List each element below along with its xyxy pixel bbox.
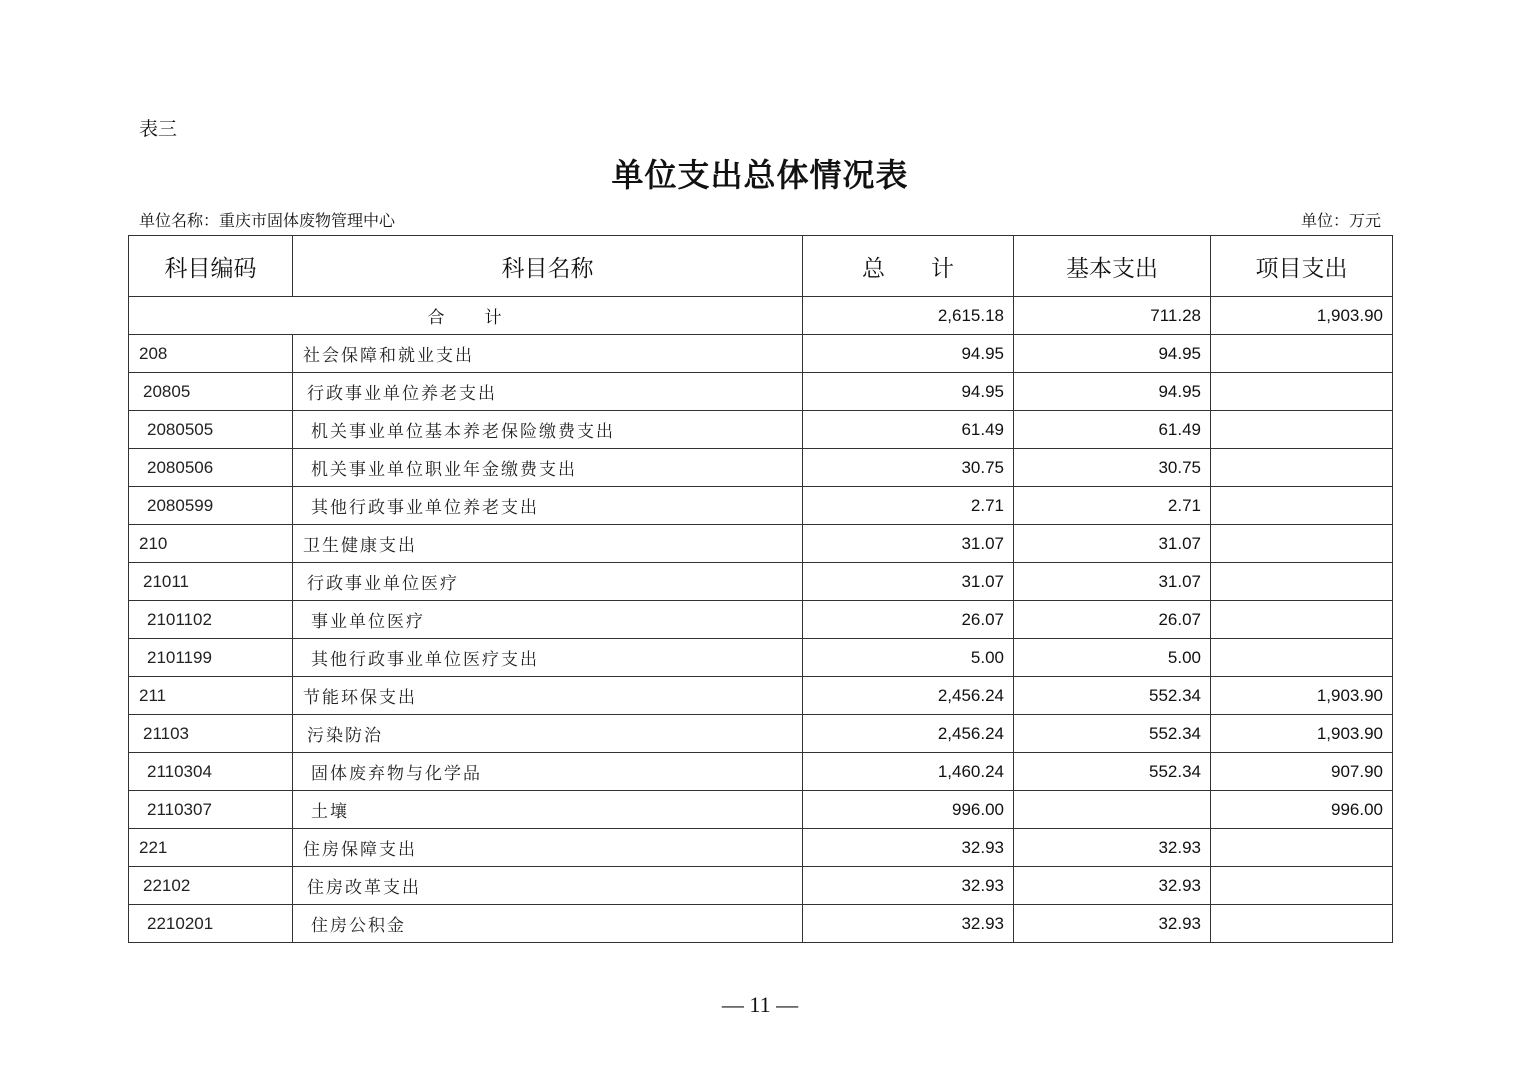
- row-code: 21011: [129, 563, 293, 601]
- row-basic: 30.75: [1014, 449, 1211, 487]
- row-name: 其他行政事业单位养老支出: [293, 487, 803, 525]
- row-total: 32.93: [803, 905, 1014, 943]
- table-tag: 表三: [139, 118, 178, 140]
- table-row: [129, 867, 1393, 905]
- row-total: 32.93: [803, 867, 1014, 905]
- table-row: [129, 525, 1393, 563]
- row-name: 土壤: [293, 791, 803, 829]
- row-total: 30.75: [803, 449, 1014, 487]
- row-name: 住房公积金: [293, 905, 803, 943]
- row-name: 住房保障支出: [293, 829, 803, 867]
- row-basic: 552.34: [1014, 753, 1211, 791]
- row-code: 20805: [129, 373, 293, 411]
- row-code: 210: [129, 525, 293, 563]
- row-basic: 94.95: [1014, 335, 1211, 373]
- page-number: — 11 —: [721, 992, 799, 1017]
- table-row: [129, 905, 1393, 943]
- row-project: 996.00: [1211, 791, 1393, 829]
- table-row: [129, 639, 1393, 677]
- row-total: 31.07: [803, 525, 1014, 563]
- header-name: 科目名称: [293, 236, 803, 297]
- row-code: 2080505: [129, 411, 293, 449]
- row-project: [1211, 335, 1393, 373]
- total-row: [129, 297, 1393, 335]
- total-basic: 711.28: [1014, 297, 1211, 335]
- row-name: 机关事业单位基本养老保险缴费支出: [293, 411, 803, 449]
- row-name: 污染防治: [293, 715, 803, 753]
- row-name: 社会保障和就业支出: [293, 335, 803, 373]
- row-basic: 26.07: [1014, 601, 1211, 639]
- row-total: 32.93: [803, 829, 1014, 867]
- table-row: [129, 411, 1393, 449]
- row-code: 21103: [129, 715, 293, 753]
- row-project: [1211, 449, 1393, 487]
- row-code: 2080599: [129, 487, 293, 525]
- table-row: [129, 601, 1393, 639]
- row-basic: 552.34: [1014, 677, 1211, 715]
- row-basic: 5.00: [1014, 639, 1211, 677]
- row-code: 2210201: [129, 905, 293, 943]
- header-basic: 基本支出: [1014, 236, 1211, 297]
- row-total: 5.00: [803, 639, 1014, 677]
- unit-name-label: 单位名称：重庆市固体废物管理中心: [139, 211, 396, 230]
- row-project: 907.90: [1211, 753, 1393, 791]
- table-row: [129, 563, 1393, 601]
- table-row: [129, 677, 1393, 715]
- header-code: 科目编码: [129, 236, 293, 297]
- header-total: 总 计: [803, 236, 1014, 297]
- row-name: 卫生健康支出: [293, 525, 803, 563]
- row-total: 94.95: [803, 373, 1014, 411]
- row-basic: 31.07: [1014, 525, 1211, 563]
- table-row: [129, 715, 1393, 753]
- row-basic: 552.34: [1014, 715, 1211, 753]
- row-project: 1,903.90: [1211, 677, 1393, 715]
- row-basic: [1014, 791, 1211, 829]
- row-total: 996.00: [803, 791, 1014, 829]
- row-name: 住房改革支出: [293, 867, 803, 905]
- row-code: 2110304: [129, 753, 293, 791]
- row-total: 26.07: [803, 601, 1014, 639]
- row-total: 31.07: [803, 563, 1014, 601]
- row-total: 2,456.24: [803, 715, 1014, 753]
- row-name: 行政事业单位医疗: [293, 563, 803, 601]
- header-project: 项目支出: [1211, 236, 1393, 297]
- row-code: 22102: [129, 867, 293, 905]
- row-project: [1211, 601, 1393, 639]
- row-basic: 32.93: [1014, 905, 1211, 943]
- row-name: 行政事业单位养老支出: [293, 373, 803, 411]
- row-total: 1,460.24: [803, 753, 1014, 791]
- row-project: [1211, 829, 1393, 867]
- row-name: 机关事业单位职业年金缴费支出: [293, 449, 803, 487]
- row-project: [1211, 905, 1393, 943]
- row-basic: 61.49: [1014, 411, 1211, 449]
- row-project: [1211, 373, 1393, 411]
- table-row: [129, 829, 1393, 867]
- row-code: 2080506: [129, 449, 293, 487]
- row-basic: 94.95: [1014, 373, 1211, 411]
- row-project: [1211, 639, 1393, 677]
- row-basic: 32.93: [1014, 829, 1211, 867]
- table-row: [129, 449, 1393, 487]
- row-project: [1211, 563, 1393, 601]
- row-project: [1211, 411, 1393, 449]
- row-name: 其他行政事业单位医疗支出: [293, 639, 803, 677]
- table-row: [129, 373, 1393, 411]
- row-code: 2110307: [129, 791, 293, 829]
- row-code: 221: [129, 829, 293, 867]
- table-row: [129, 791, 1393, 829]
- row-project: [1211, 867, 1393, 905]
- row-basic: 31.07: [1014, 563, 1211, 601]
- row-project: 1,903.90: [1211, 715, 1393, 753]
- row-total: 94.95: [803, 335, 1014, 373]
- page-title: 单位支出总体情况表: [611, 156, 909, 194]
- row-total: 2.71: [803, 487, 1014, 525]
- row-code: 211: [129, 677, 293, 715]
- row-basic: 32.93: [1014, 867, 1211, 905]
- expenditure-table: [128, 235, 1393, 943]
- total-total: 2,615.18: [803, 297, 1014, 335]
- total-label: 合 计: [129, 297, 803, 335]
- row-project: [1211, 525, 1393, 563]
- table-row: [129, 335, 1393, 373]
- row-code: 208: [129, 335, 293, 373]
- table-header-row: [129, 236, 1393, 297]
- unit-label: 单位：万元: [1300, 211, 1381, 230]
- row-total: 61.49: [803, 411, 1014, 449]
- row-basic: 2.71: [1014, 487, 1211, 525]
- row-code: 2101199: [129, 639, 293, 677]
- row-project: [1211, 487, 1393, 525]
- total-project: 1,903.90: [1211, 297, 1393, 335]
- row-code: 2101102: [129, 601, 293, 639]
- row-name: 节能环保支出: [293, 677, 803, 715]
- table-row: [129, 753, 1393, 791]
- table-row: [129, 487, 1393, 525]
- row-name: 事业单位医疗: [293, 601, 803, 639]
- row-total: 2,456.24: [803, 677, 1014, 715]
- row-name: 固体废弃物与化学品: [293, 753, 803, 791]
